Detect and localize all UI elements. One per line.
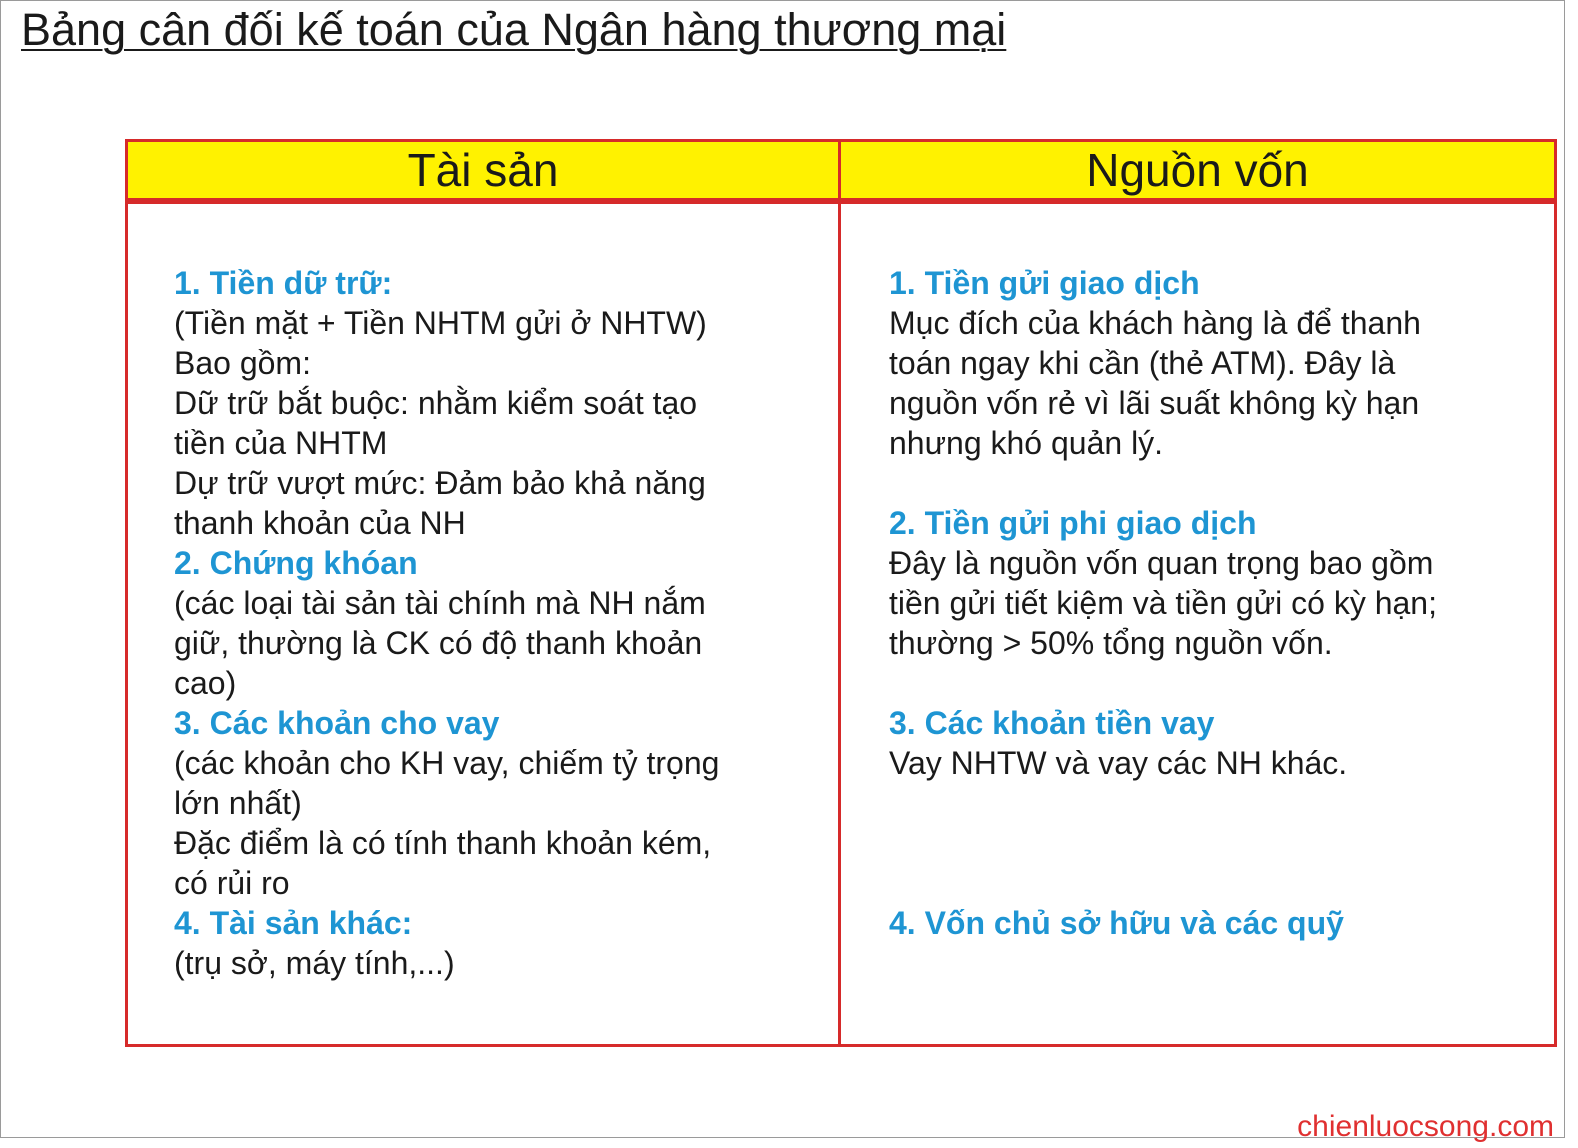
assets-item-2-line: cao) [174, 665, 237, 701]
liabilities-item-2-heading: 2. Tiền gửi phi giao dịch [889, 505, 1257, 541]
assets-item-1-line: Bao gồm: [174, 345, 311, 381]
assets-item-2-line: (các loại tài sản tài chính mà NH nắm [174, 585, 706, 621]
assets-item-4-line: (trụ sở, máy tính,...) [174, 945, 455, 981]
assets-item-1-line: (Tiền mặt + Tiền NHTM gửi ở NHTW) [174, 305, 707, 341]
liabilities-item-2-line: tiền gửi tiết kiệm và tiền gửi có kỳ hạn; [889, 585, 1437, 621]
assets-column [174, 263, 719, 983]
assets-header [125, 139, 841, 201]
assets-item-1-heading: 1. Tiền dữ trữ: [174, 265, 393, 301]
spacer [889, 463, 1437, 503]
liabilities-item-3-line: Vay NHTW và vay các NH khác. [889, 745, 1348, 781]
assets-item-2-heading: 2. Chứng khóan [174, 545, 418, 581]
liabilities-item-2-line: Đây là nguồn vốn quan trọng bao gồm [889, 545, 1434, 581]
liabilities-item-1-line: Mục đích của khách hàng là để thanh [889, 305, 1421, 341]
spacer [889, 663, 1437, 703]
assets-item-1-line: tiền của NHTM [174, 425, 388, 461]
assets-item-3-heading: 3. Các khoản cho vay [174, 705, 500, 741]
spacer [889, 783, 1437, 903]
assets-item-4-heading: 4. Tài sản khác: [174, 905, 413, 941]
liabilities-item-1-heading: 1. Tiền gửi giao dịch [889, 265, 1200, 301]
liabilities-item-1-line: nguồn vốn rẻ vì lãi suất không kỳ hạn [889, 385, 1420, 421]
liabilities-header-label: Nguồn vốn [1086, 144, 1309, 196]
liabilities-item-3-heading: 3. Các khoản tiền vay [889, 705, 1215, 741]
assets-header-label: Tài sản [407, 144, 559, 196]
liabilities-item-4-heading: 4. Vốn chủ sở hữu và các quỹ [889, 905, 1344, 941]
liabilities-item-1-line: toán ngay khi cần (thẻ ATM). Đây là [889, 345, 1396, 381]
assets-item-3-line: có rủi ro [174, 865, 290, 901]
assets-item-2-line: giữ, thường là CK có độ thanh khoản [174, 625, 703, 661]
liabilities-item-2-line: thường > 50% tổng nguồn vốn. [889, 625, 1333, 661]
liabilities-column [889, 263, 1437, 943]
liabilities-item-1-line: nhưng khó quản lý. [889, 425, 1164, 461]
assets-item-3-line: (các khoản cho KH vay, chiếm tỷ trọng [174, 745, 720, 781]
assets-item-1-line: Dữ trữ bắt buộc: nhằm kiểm soát tạo [174, 385, 698, 421]
watermark-text: chienluocsong.com [1297, 1110, 1554, 1143]
assets-item-1-line: thanh khoản của NH [174, 505, 466, 541]
assets-item-1-line: Dự trữ vượt mức: Đảm bảo khả năng [174, 465, 706, 501]
page-title: Bảng cân đối kế toán của Ngân hàng thương mại [21, 4, 1007, 55]
assets-item-3-line: Đặc điểm là có tính thanh khoản kém, [174, 825, 712, 861]
assets-item-3-line: lớn nhất) [174, 785, 302, 821]
liabilities-header [838, 139, 1557, 201]
